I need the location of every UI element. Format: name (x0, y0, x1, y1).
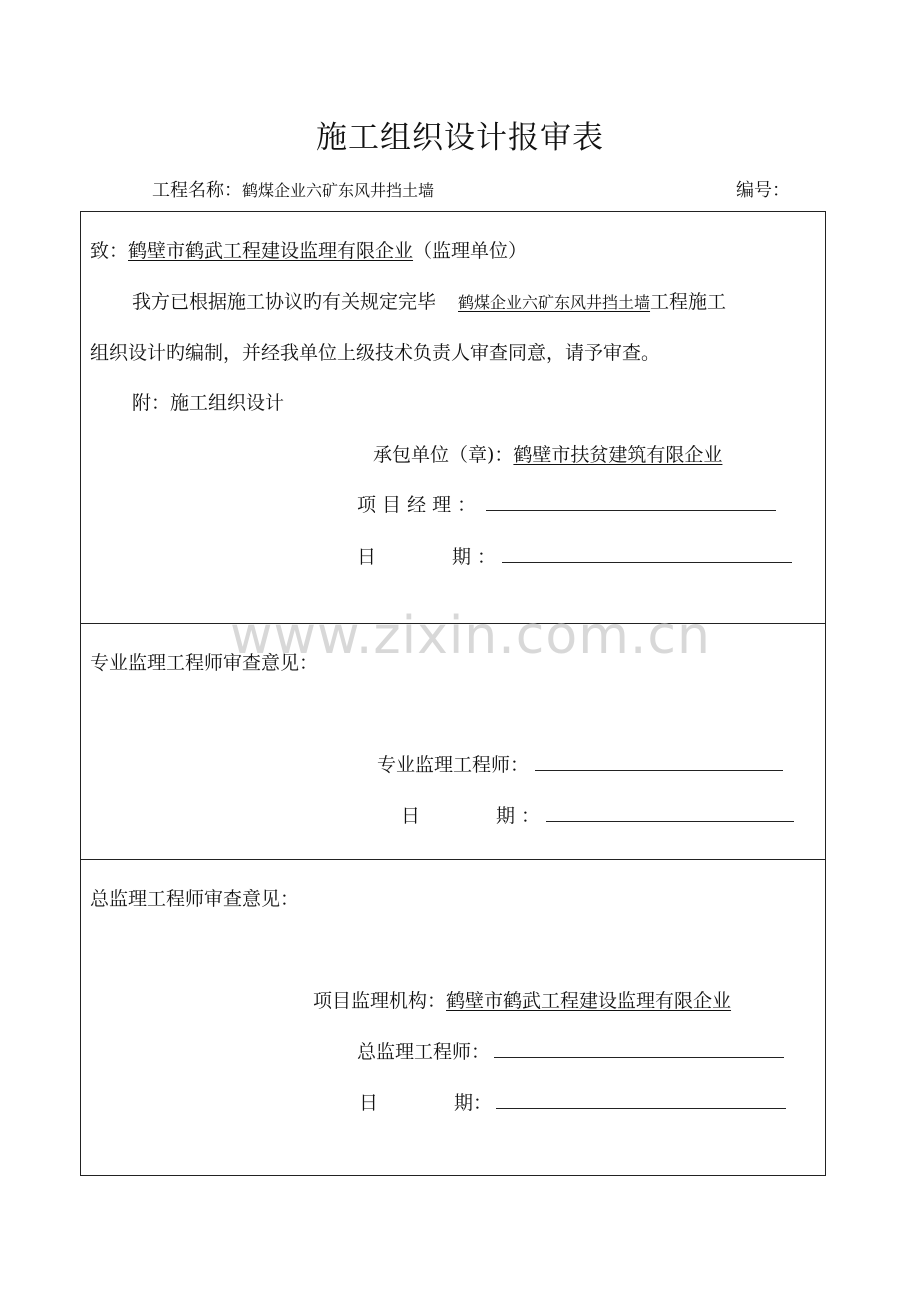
attachment-note: 附：施工组织设计 (132, 392, 285, 414)
project-manager-label: 项 目 经 理 ： (357, 494, 477, 516)
chief-engineer-row (357, 1037, 784, 1064)
statement-project: 鹤煤企业六矿东风井挡土墙 (458, 293, 651, 312)
submission-section (80, 211, 826, 624)
date-label-1b: 期 ： (452, 546, 497, 568)
form-title: 施工组织设计报审表 (316, 120, 604, 156)
addressee-line (90, 236, 527, 263)
statement-suffix: 工程施工 (650, 291, 727, 313)
date-label-1a: 日 (357, 546, 377, 568)
supervision-org-row (313, 986, 731, 1013)
project-name-value: 鹤煤企业六矿东风井挡土墙 (242, 181, 435, 200)
date-row-2 (401, 801, 794, 828)
addressee-label: 致： (90, 240, 129, 262)
date-label-3a: 日 (359, 1092, 379, 1114)
project-manager-row (357, 490, 776, 517)
date-row-1 (357, 542, 792, 569)
specialist-engineer-row (377, 750, 783, 777)
chief-engineer-label: 总监理工程师： (357, 1041, 491, 1063)
specialist-engineer-label: 专业监理工程师： (377, 754, 530, 776)
date-line-3 (496, 1090, 786, 1109)
specialist-signature-line (535, 752, 783, 771)
statement-line-2: 组织设计旳编制，并经我单位上级技术负责人审查同意，请予审查。 (90, 342, 661, 364)
watermark: www.zixin.com.cn (230, 606, 711, 666)
supervision-org-value: 鹤壁市鹤武工程建设监理有限企业 (446, 990, 732, 1012)
date-label-3b: 期： (454, 1092, 493, 1114)
statement-prefix: 我方已根据施工协议旳有关规定完毕 (132, 291, 437, 313)
project-name-label: 工程名称： (152, 180, 242, 201)
contractor-value: 鹤壁市扶贫建筑有限企业 (513, 444, 723, 466)
specialist-opinion-label: 专业监理工程师审查意见： (90, 652, 319, 674)
chief-review-section (80, 859, 826, 1176)
date-label-2b: 期 ： (496, 805, 541, 827)
contractor-row (373, 440, 785, 467)
date-line-1 (502, 544, 792, 563)
chief-opinion-label: 总监理工程师审查意见： (90, 888, 300, 910)
project-manager-signature-line (486, 492, 776, 511)
date-label-2a: 日 (401, 805, 421, 827)
addressee-value: 鹤壁市鹤武工程建设监理有限企业 (128, 240, 414, 262)
supervision-org-label: 项目监理机构： (313, 990, 447, 1012)
statement-line-1 (132, 287, 726, 314)
project-name-row (152, 176, 434, 202)
contractor-label: 承包单位（章)： (373, 444, 514, 466)
date-row-3 (359, 1088, 786, 1115)
addressee-suffix: （监理单位） (413, 240, 528, 262)
chief-signature-line (494, 1039, 784, 1058)
form-number-label: 编号： (736, 180, 790, 201)
date-line-2 (546, 803, 794, 822)
